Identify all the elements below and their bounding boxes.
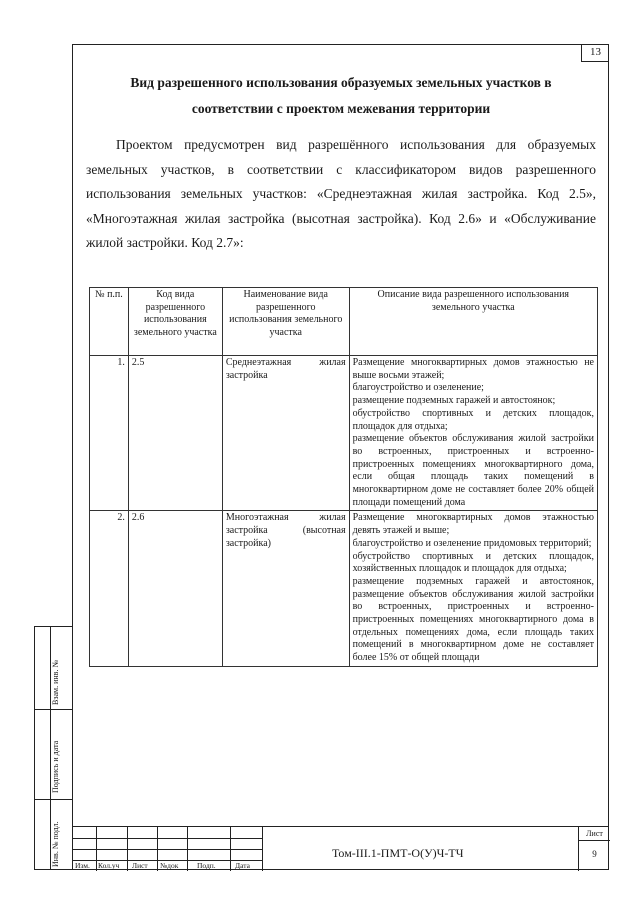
row-num: 2. [90,511,129,666]
label-list: Лист [132,861,148,870]
header-code: Код вида разрешенного использования земельного участка [128,288,222,356]
side-divider [35,709,73,710]
row-name: Среднеэтажная жилая застройка [222,356,349,511]
inv-num-label: Инв. № подл. [51,821,60,867]
header-num: № п.п. [90,288,129,356]
document-code: Том-III.1-ПМТ-О(У)Ч-ТЧ [332,846,464,860]
row-num: 1. [90,356,129,511]
desc-line: Размещение многоквартирных домов этажностью девять этажей и выше; [352,512,594,537]
label-data: Дата [235,861,250,870]
page-number: 13 [581,44,609,62]
desc-line: размещение подземных гаражей и автостоянок; [352,395,556,407]
title-block [72,826,609,870]
replace-inv-label: Взам. инв. № [51,659,60,705]
row-desc [349,356,597,511]
grid-line [187,827,188,871]
row-code: 2.5 [128,356,222,511]
table-row [90,511,598,666]
label-podp: Подп. [197,861,216,870]
side-stamp [34,626,72,870]
desc-line: размещение объектов обслуживания жилой застройки во встроенных, пристроенных и встроенно-пристроенных помещениях многоквартирного дома, если общая площадь таких помещений в многоквартирном доме не составляет более 20% общей площади помещений дома [352,433,594,508]
desc-line: обустройство спортивных и детских площадок, площадок для отдыха; [352,407,594,432]
grid-line [72,838,262,839]
header-name: Наименование вида разрешенного использования земельного участка [222,288,349,356]
sheet-number: 9 [592,849,597,859]
desc-line: благоустройство и озеленение придомовых территорий; [352,537,592,549]
label-izm: Изм. [75,861,90,870]
row-desc [349,511,597,666]
grid-line [262,827,263,871]
grid-line [96,827,97,871]
grid-line [157,827,158,871]
sheet-box [578,827,609,871]
section-heading [86,70,596,122]
row-name: Многоэтажная жилая застройка (высотная застройка) [222,511,349,666]
desc-line: благоустройство и озеленение; [352,382,484,394]
intro-paragraph: Проектом предусмотрен вид разрешённого использования для образуемых земельных участков, в соответствии с классификатором видов разрешенного использования земельных участков: «Среднеэтажная жилая застройка. Код 2.5», «Многоэтажная жилая застройка (высотная застройка). Код 2.6» и «Обслуживание жилой застройки. Код 2.7»: [86,137,596,250]
grid-line [230,827,231,871]
row-code: 2.6 [128,511,222,666]
sheet-label: Лист [579,827,610,841]
header-desc: Описание вида разрешенного использования земельного участка [349,288,597,356]
table-row [90,356,598,511]
sign-date-label: Подпись и дата [51,740,60,793]
land-use-table [89,287,598,667]
heading-line-2: соответствии с проектом межевания территории [191,101,491,116]
grid-line [127,827,128,871]
label-ndok: №док [160,861,179,870]
side-divider [35,799,73,800]
heading-line-1: Вид разрешенного использования образуемых земельных участков в [130,75,552,90]
revision-grid [72,827,262,871]
desc-line: Размещение многоквартирных домов этажностью не выше восьми этажей; [352,357,594,381]
grid-line [72,849,262,850]
desc-line: размещение подземных гаражей и автостоянок, размещение объектов обслуживания жилой застройки во встроенных, пристроенных и встроенно-пристроенных помещениях многоквартирного дома в отдельных помещениях дома, если площадь таких помещений в многоквартирном доме не составляет более 15% от общей площади [352,575,594,664]
desc-line: обустройство спортивных и детских площадок, хозяйственных площадок и площадок для отдыха; [352,550,594,575]
table-header-row [90,288,598,356]
label-kol-uch: Кол.уч [98,861,120,870]
